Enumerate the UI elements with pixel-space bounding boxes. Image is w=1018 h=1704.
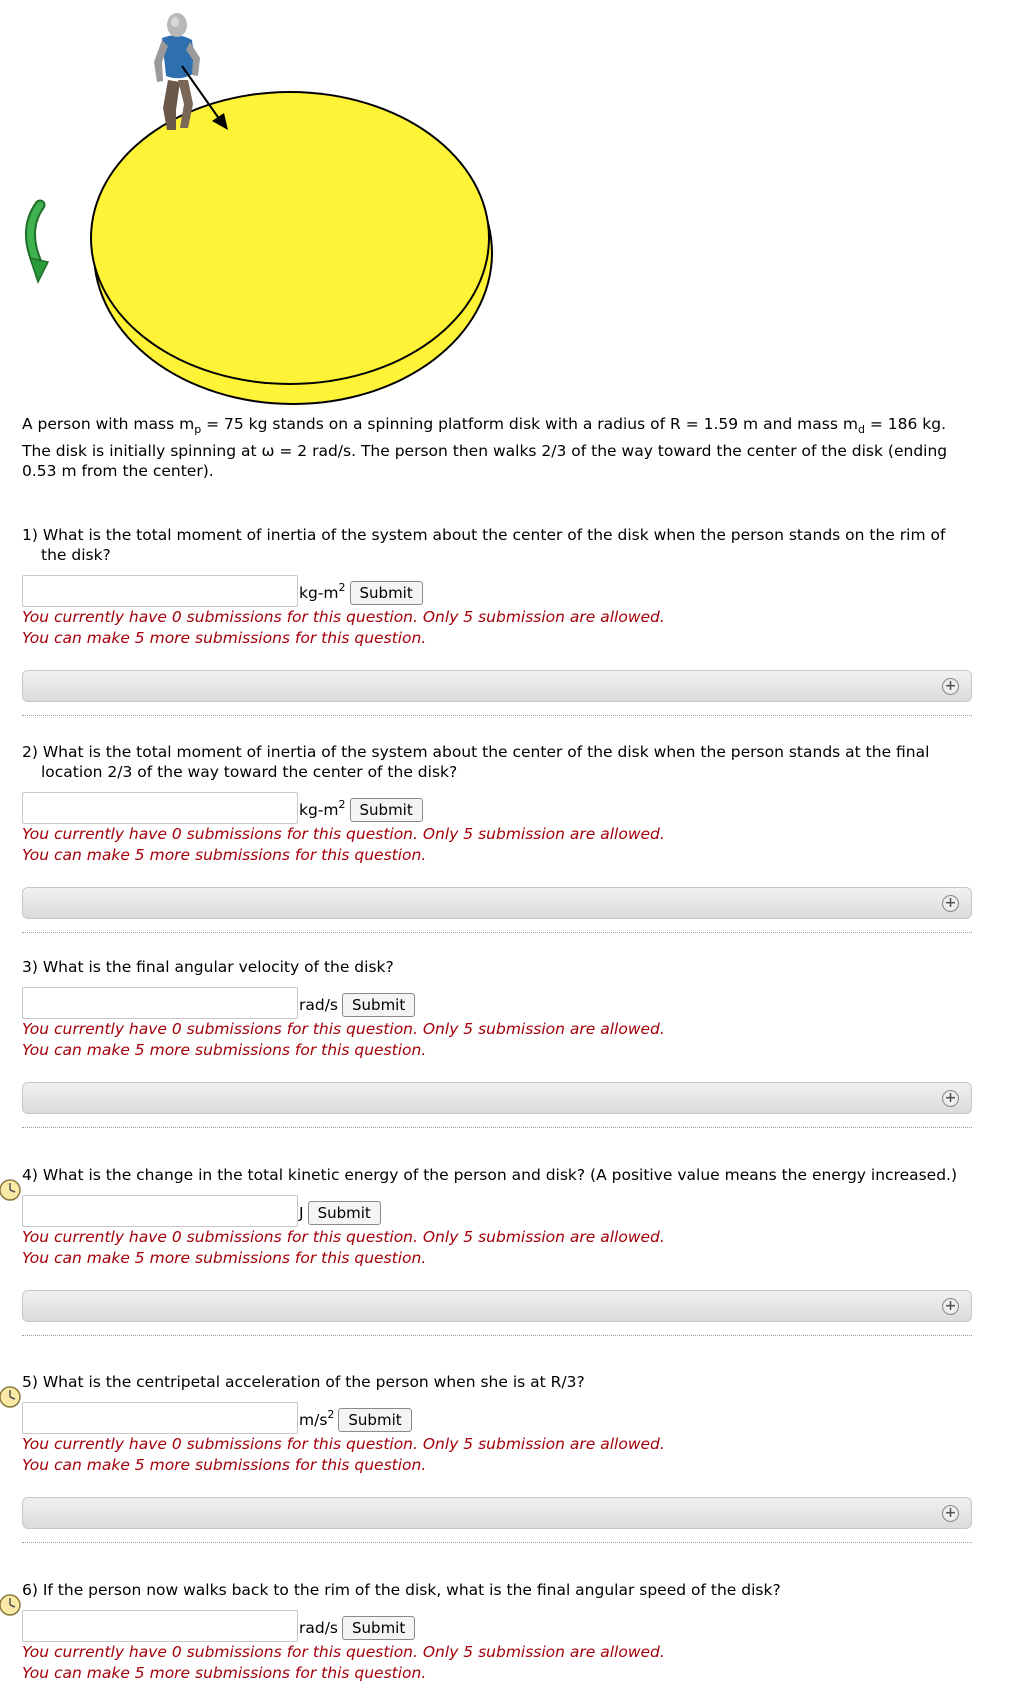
question-3 bbox=[22, 957, 972, 1128]
rotation-arrow-icon bbox=[30, 205, 48, 282]
answer-input[interactable] bbox=[22, 1195, 298, 1227]
answer-input[interactable] bbox=[22, 792, 298, 824]
answer-row bbox=[22, 993, 972, 1019]
unit-label: $kg-m^2$ bbox=[299, 798, 346, 819]
question-text: 1) What is the total moment of inertia of the system about the center of the disk when the person stands on the rim of the disk? bbox=[22, 526, 946, 564]
question-6 bbox=[22, 1580, 972, 1683]
answer-row bbox=[22, 1201, 972, 1227]
unit-label: $m/s^2$ bbox=[299, 1408, 335, 1429]
submissions-remaining: You can make 5 more submissions for this question. bbox=[22, 1455, 427, 1474]
answer-row bbox=[22, 1616, 972, 1642]
problem-figure bbox=[0, 0, 1018, 420]
plus-icon[interactable]: + bbox=[942, 1505, 959, 1522]
submissions-remaining: You can make 5 more submissions for this question. bbox=[22, 1663, 427, 1682]
unit-label: rad/s bbox=[299, 996, 339, 1014]
plus-icon[interactable]: + bbox=[942, 895, 959, 912]
question-text: 4) What is the change in the total kinetic energy of the person and disk? (A positive value means the energy increased.) bbox=[22, 1166, 958, 1184]
submissions-remaining: You can make 5 more submissions for this question. bbox=[22, 1248, 427, 1267]
plus-icon[interactable]: + bbox=[942, 1298, 959, 1315]
divider bbox=[22, 1335, 972, 1336]
question-4 bbox=[22, 1165, 972, 1336]
clock-icon bbox=[0, 1591, 22, 1617]
submissions-remaining: You can make 5 more submissions for this question. bbox=[22, 628, 427, 647]
submit-button[interactable]: Submit bbox=[342, 993, 415, 1017]
divider bbox=[22, 715, 972, 716]
answer-input[interactable] bbox=[22, 987, 298, 1019]
submit-button[interactable]: Submit bbox=[342, 1616, 415, 1640]
unit-label: rad/s bbox=[299, 1619, 339, 1637]
plus-icon[interactable]: + bbox=[942, 1090, 959, 1107]
question-1 bbox=[22, 525, 972, 716]
question-text: 6) If the person now walks back to the rim of the disk, what is the final angular speed of the disk? bbox=[22, 1581, 781, 1599]
divider bbox=[22, 1127, 972, 1128]
submit-button[interactable]: Submit bbox=[350, 798, 423, 822]
hint-bar[interactable] bbox=[22, 887, 972, 919]
clock-icon bbox=[0, 1383, 22, 1409]
answer-input[interactable] bbox=[22, 1402, 298, 1434]
submit-button[interactable]: Submit bbox=[350, 581, 423, 605]
answer-row bbox=[22, 581, 972, 607]
clock-icon bbox=[0, 1176, 22, 1202]
question-text: 3) What is the final angular velocity of the disk? bbox=[22, 958, 394, 976]
answer-input[interactable] bbox=[22, 1610, 298, 1642]
divider bbox=[22, 1542, 972, 1543]
divider bbox=[22, 932, 972, 933]
submit-button[interactable]: Submit bbox=[338, 1408, 411, 1432]
submission-status: You currently have 0 submissions for this question. Only 5 submission are allowed. bbox=[22, 1228, 665, 1246]
hint-bar[interactable] bbox=[22, 1082, 972, 1114]
problem-statement: A person with mass $m_p = 75$ kg stands on a spinning platform disk with a radius of R = 1.59 m and mass $m_d = 186$ kg. The disk is initially spinning at ω = 2 rad/s. The person then walks 2/3 of the way toward the center of the disk (ending 0.53 m from the center). bbox=[22, 415, 948, 481]
answer-row bbox=[22, 1408, 972, 1434]
hint-bar[interactable] bbox=[22, 670, 972, 702]
submissions-remaining: You can make 5 more submissions for this question. bbox=[22, 1040, 427, 1059]
answer-row bbox=[22, 798, 972, 824]
submission-status: You currently have 0 submissions for this question. Only 5 submission are allowed. bbox=[22, 1643, 665, 1661]
unit-label: $kg-m^2$ bbox=[299, 581, 346, 602]
question-5 bbox=[22, 1372, 972, 1543]
platform-disk bbox=[90, 91, 493, 405]
hint-bar[interactable] bbox=[22, 1290, 972, 1322]
submit-button[interactable]: Submit bbox=[308, 1201, 381, 1225]
submission-status: You currently have 0 submissions for this question. Only 5 submission are allowed. bbox=[22, 1020, 665, 1038]
question-2 bbox=[22, 742, 972, 933]
unit-label: J bbox=[299, 1204, 304, 1222]
plus-icon[interactable]: + bbox=[942, 678, 959, 695]
submissions-remaining: You can make 5 more submissions for this question. bbox=[22, 845, 427, 864]
submission-status: You currently have 0 submissions for this question. Only 5 submission are allowed. bbox=[22, 608, 665, 626]
question-text: 5) What is the centripetal acceleration of the person when she is at R/3? bbox=[22, 1373, 585, 1391]
question-text: 2) What is the total moment of inertia of the system about the center of the disk when the person stands at the final location 2/3 of the way toward the center of the disk? bbox=[22, 743, 930, 781]
submission-status: You currently have 0 submissions for this question. Only 5 submission are allowed. bbox=[22, 1435, 665, 1453]
submission-status: You currently have 0 submissions for this question. Only 5 submission are allowed. bbox=[22, 825, 665, 843]
hint-bar[interactable] bbox=[22, 1497, 972, 1529]
answer-input[interactable] bbox=[22, 575, 298, 607]
